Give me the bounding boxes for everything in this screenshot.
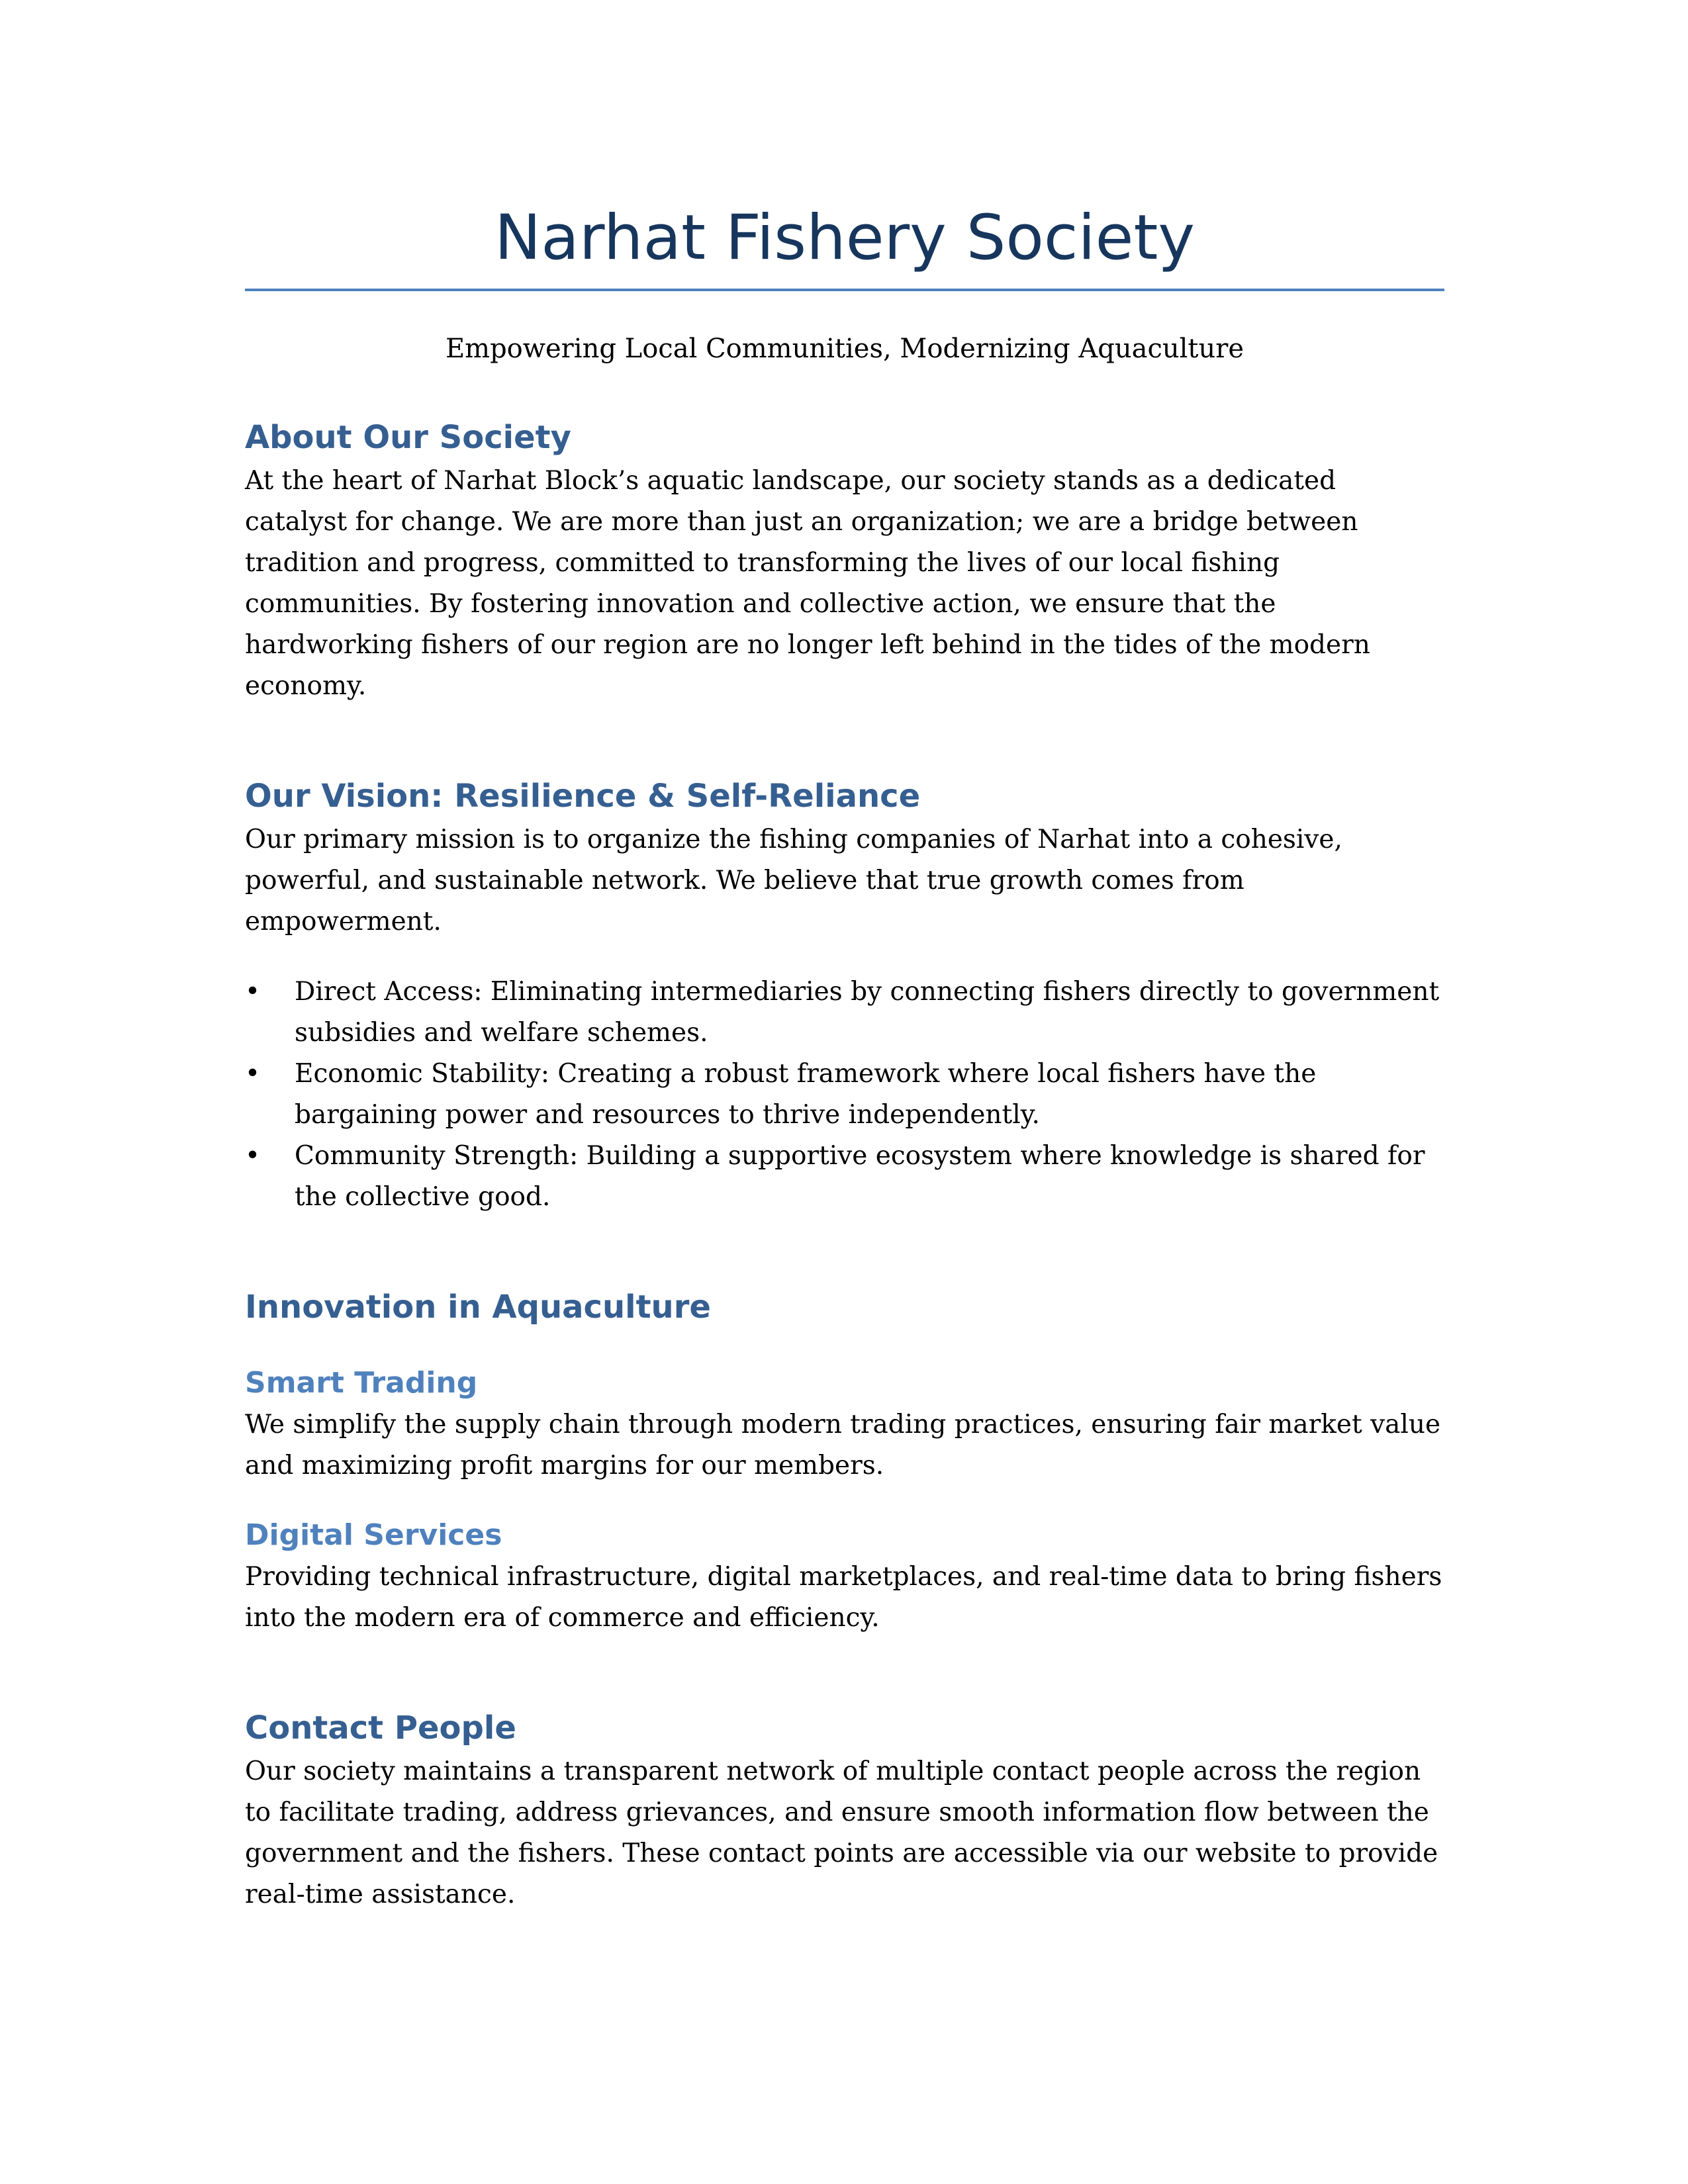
about-body: At the heart of Narhat Block’s aquatic landscape, our society stands as a dedicated catalyst for change. We are more than just an organization; we are a bridge between tradition and progress, committed to transforming the lives of our local fishing communities. By fostering innovation and collective action, we ensure that the hardworking fishers of our region are no longer left behind in the tides of the modern economy. bbox=[245, 466, 1370, 701]
title-divider bbox=[245, 289, 1444, 291]
bullet-icon: • bbox=[245, 977, 261, 1007]
vision-heading: Our Vision: Resilience & Self-Reliance bbox=[245, 778, 921, 815]
smart-trading-heading: Smart Trading bbox=[245, 1366, 478, 1400]
contact-heading: Contact People bbox=[245, 1709, 516, 1747]
digital-services-heading: Digital Services bbox=[245, 1518, 502, 1552]
bullet-text: Community Strength: Building a supportive ecosystem where knowledge is shared for the collective good. bbox=[295, 1141, 1425, 1212]
bullet-icon: • bbox=[245, 1141, 261, 1171]
document-page bbox=[245, 192, 1444, 1915]
list-item bbox=[245, 1054, 1444, 1136]
vision-body: Our primary mission is to organize the fishing companies of Narhat into a cohesive, powerful, and sustainable network. We believe that true growth comes from empowerment. bbox=[245, 825, 1342, 936]
list-item bbox=[245, 1136, 1444, 1218]
innovation-heading: Innovation in Aquaculture bbox=[245, 1289, 711, 1326]
bullet-text: Direct Access: Eliminating intermediaries by connecting fishers directly to government subsidies and welfare schemes. bbox=[295, 977, 1440, 1048]
smart-trading-body: We simplify the supply chain through modern trading practices, ensuring fair market value and maximizing profit margins for our members. bbox=[245, 1410, 1441, 1480]
document-subtitle: Empowering Local Communities, Modernizing Aquaculture bbox=[445, 334, 1244, 364]
bullet-icon: • bbox=[245, 1059, 261, 1089]
bullet-text: Economic Stability: Creating a robust framework where local fishers have the bargaining power and resources to thrive independently. bbox=[295, 1059, 1317, 1130]
contact-body: Our society maintains a transparent network of multiple contact people across the region to facilitate trading, address grievances, and ensure smooth information flow between the government and the fishers. These contact points are accessible via our website to provide real-time assistance. bbox=[245, 1756, 1438, 1909]
vision-bullet-list bbox=[245, 972, 1444, 1218]
digital-services-body: Providing technical infrastructure, digital marketplaces, and real-time data to bring fishers into the modern era of commerce and efficiency. bbox=[245, 1562, 1442, 1633]
about-heading: About Our Society bbox=[245, 419, 571, 456]
list-item bbox=[245, 972, 1444, 1054]
document-title: Narhat Fishery Society bbox=[494, 202, 1195, 274]
